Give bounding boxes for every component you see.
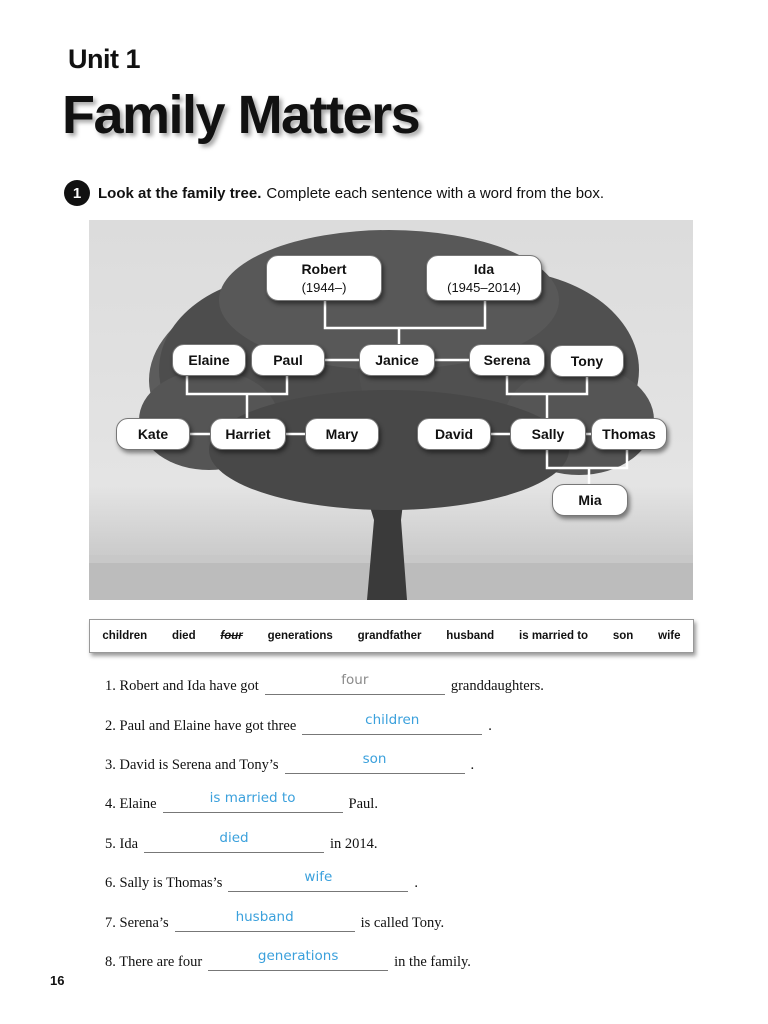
node-mary: Mary [305,418,379,450]
family-tree-image [89,220,693,600]
node-serena: Serena [469,344,545,376]
node-robert-name: Robert [301,261,347,277]
word-box-item-crossed: four [220,630,243,642]
word-box-item: children [102,630,148,642]
answer-blank[interactable] [265,672,445,695]
answer-text: generations [257,948,339,964]
answer-text: is married to [209,790,296,806]
node-ida-name: Ida [473,261,495,277]
word-box-item: grandfather [357,630,422,642]
answer-blank[interactable] [208,948,388,971]
exercise-instruction [64,180,604,206]
answer-text: four [341,672,369,688]
sentence-text: 4. Elaine [105,796,157,812]
sentence-text: . [414,875,418,891]
node-robert-years: (1944–) [301,280,347,295]
answer-blank[interactable] [144,830,324,853]
unit-label: Unit 1 [68,44,141,74]
node-mia: Mia [552,484,628,516]
node-thomas: Thomas [591,418,667,450]
answer-blank[interactable] [285,751,465,774]
sentence-text: in the family. [394,954,471,970]
answer-blank[interactable] [163,790,343,813]
sentence-text: 2. Paul and Elaine have got three [105,718,297,734]
sentence-text: 6. Sally is Thomas’s [105,875,223,891]
sentence-text: 7. Serena’s [105,915,169,931]
sentence-1 [105,672,544,695]
node-sally: Sally [510,418,586,450]
word-box [89,619,694,653]
node-tony: Tony [550,345,624,377]
answer-blank[interactable] [175,909,355,932]
instruction-text: Complete each sentence with a word from the box. [266,184,605,202]
sentence-text: granddaughters. [450,678,544,694]
answer-text: children [365,712,420,728]
instruction-bold: Look at the family tree. [98,184,262,202]
page-number: 16 [50,973,65,988]
sentence-text: in 2014. [330,836,378,852]
node-harriet: Harriet [210,418,286,450]
node-janice: Janice [359,344,435,376]
word-box-item: died [171,630,196,642]
sentence-text: 3. David is Serena and Tony’s [105,757,279,773]
node-elaine: Elaine [172,344,246,376]
node-david: David [417,418,491,450]
word-box-item: husband [446,630,495,642]
sentence-text: Paul. [348,796,378,812]
sentence-2 [105,712,492,735]
answer-text: died [219,830,249,846]
answer-text: wife [304,869,333,885]
sentence-3 [105,751,475,774]
node-ida [426,255,542,301]
sentence-text: . [470,757,475,773]
word-box-item: generations [267,630,333,642]
node-kate: Kate [116,418,190,450]
exercise-number: 1 [64,180,90,206]
sentence-text: 1. Robert and Ida have got [105,678,259,694]
word-box-item: is married to [519,630,589,642]
answer-text: husband [235,909,294,925]
sentence-7 [105,909,445,932]
answer-blank[interactable] [302,712,482,735]
page-title: Family Matters [62,85,420,145]
tree-illustration [89,220,693,600]
sentence-text: . [488,718,492,734]
answer-text: son [362,751,387,767]
sentence-text: 5. Ida [105,836,139,852]
sentence-4 [105,790,378,813]
node-paul: Paul [251,344,325,376]
node-robert [266,255,382,301]
sentence-text: 8. There are four [105,954,203,970]
sentence-6 [105,869,418,892]
sentence-5 [105,830,378,853]
word-box-item: wife [658,630,681,642]
sentence-8 [105,948,471,971]
answer-blank[interactable] [228,869,408,892]
word-box-item: son [612,630,634,642]
sentence-text: is called Tony. [360,915,445,931]
node-ida-years: (1945–2014) [447,280,521,295]
